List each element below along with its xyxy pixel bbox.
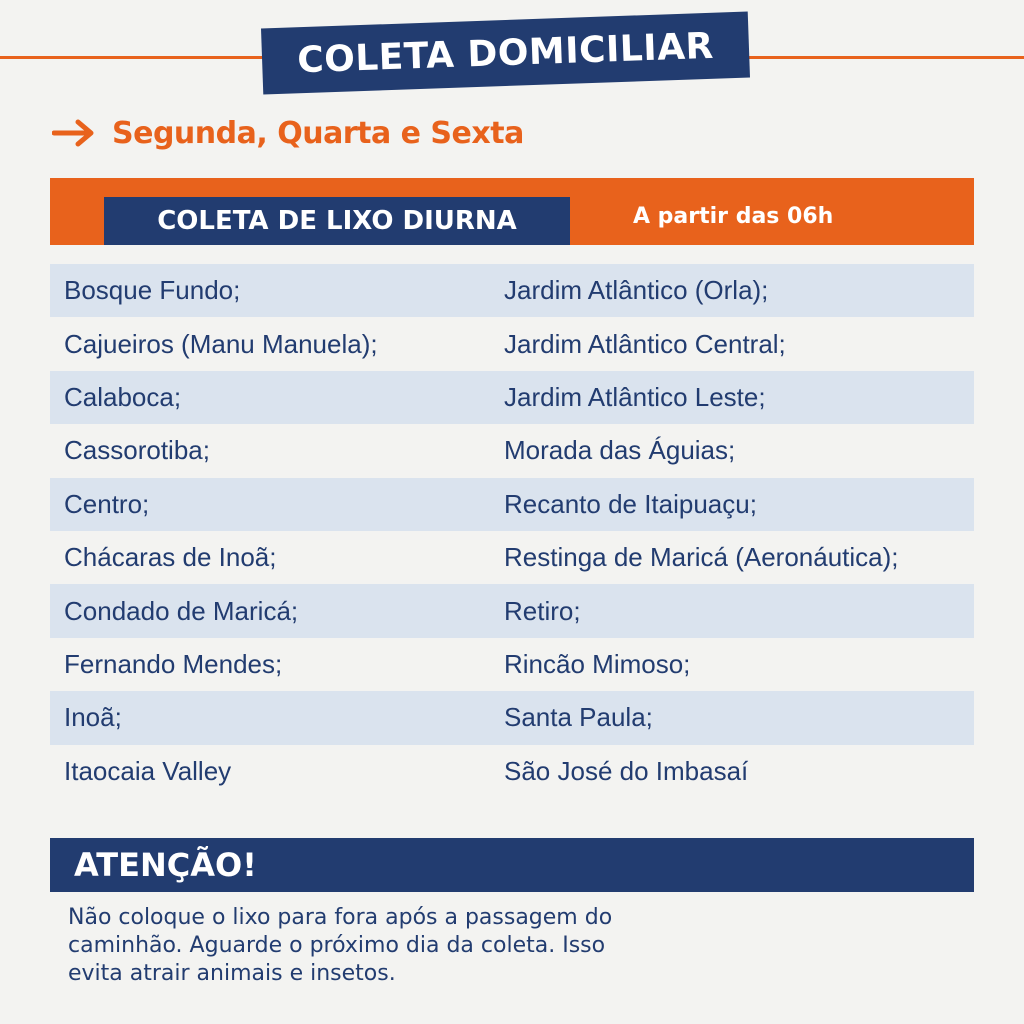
- neighborhood-left: Chácaras de Inoã;: [64, 542, 277, 573]
- days-label: Segunda, Quarta e Sexta: [112, 115, 524, 151]
- neighborhood-left: Cajueiros (Manu Manuela);: [64, 328, 378, 359]
- page-title: COLETA DOMICILIAR: [296, 25, 715, 81]
- neighborhood-right: Rincão Mimoso;: [504, 648, 691, 679]
- table-row: [50, 371, 974, 424]
- notice-line: Não coloque o lixo para fora após a passagem do: [68, 905, 613, 930]
- neighborhood-right: Jardim Atlântico Leste;: [504, 381, 766, 412]
- neighborhood-left: Bosque Fundo;: [64, 275, 241, 306]
- notice-line: caminhão. Aguarde o próximo dia da coleta. Isso: [68, 933, 606, 958]
- arrow-right-icon: [52, 118, 96, 148]
- neighborhood-left: Fernando Mendes;: [64, 648, 283, 679]
- section-label: COLETA DE LIXO DIURNA: [157, 206, 517, 236]
- neighborhood-table: [50, 264, 974, 798]
- table-row: [50, 691, 974, 744]
- neighborhood-right: São José do Imbasaí: [504, 755, 749, 786]
- table-row: [50, 478, 974, 531]
- section-time: A partir das 06h: [633, 204, 834, 229]
- neighborhood-left: Inoã;: [64, 702, 122, 733]
- table-row: [50, 531, 974, 584]
- attention-notice: [68, 904, 768, 988]
- neighborhood-left: Calaboca;: [64, 381, 182, 412]
- table-row: [50, 584, 974, 637]
- table-row: [50, 264, 974, 317]
- neighborhood-left: Cassorotiba;: [64, 435, 210, 466]
- notice-line: evita atrair animais e insetos.: [68, 961, 396, 986]
- neighborhood-right: Jardim Atlântico (Orla);: [504, 275, 769, 306]
- table-row: [50, 424, 974, 477]
- title-banner: [261, 12, 750, 95]
- neighborhood-right: Restinga de Maricá (Aeronáutica);: [504, 542, 899, 573]
- neighborhood-right: Santa Paula;: [504, 702, 653, 733]
- table-row: [50, 317, 974, 370]
- days-heading: [52, 108, 524, 158]
- neighborhood-left: Centro;: [64, 488, 150, 519]
- neighborhood-left: Condado de Maricá;: [64, 595, 299, 626]
- table-row: [50, 745, 974, 798]
- neighborhood-right: Recanto de Itaipuaçu;: [504, 488, 757, 519]
- section-label-box: [104, 197, 570, 245]
- neighborhood-right: Morada das Águias;: [504, 435, 736, 466]
- neighborhood-right: Retiro;: [504, 595, 581, 626]
- neighborhood-left: Itaocaia Valley: [64, 755, 232, 786]
- table-row: [50, 638, 974, 691]
- attention-bar: [50, 838, 974, 892]
- attention-title: ATENÇÃO!: [74, 846, 257, 884]
- neighborhood-right: Jardim Atlântico Central;: [504, 328, 786, 359]
